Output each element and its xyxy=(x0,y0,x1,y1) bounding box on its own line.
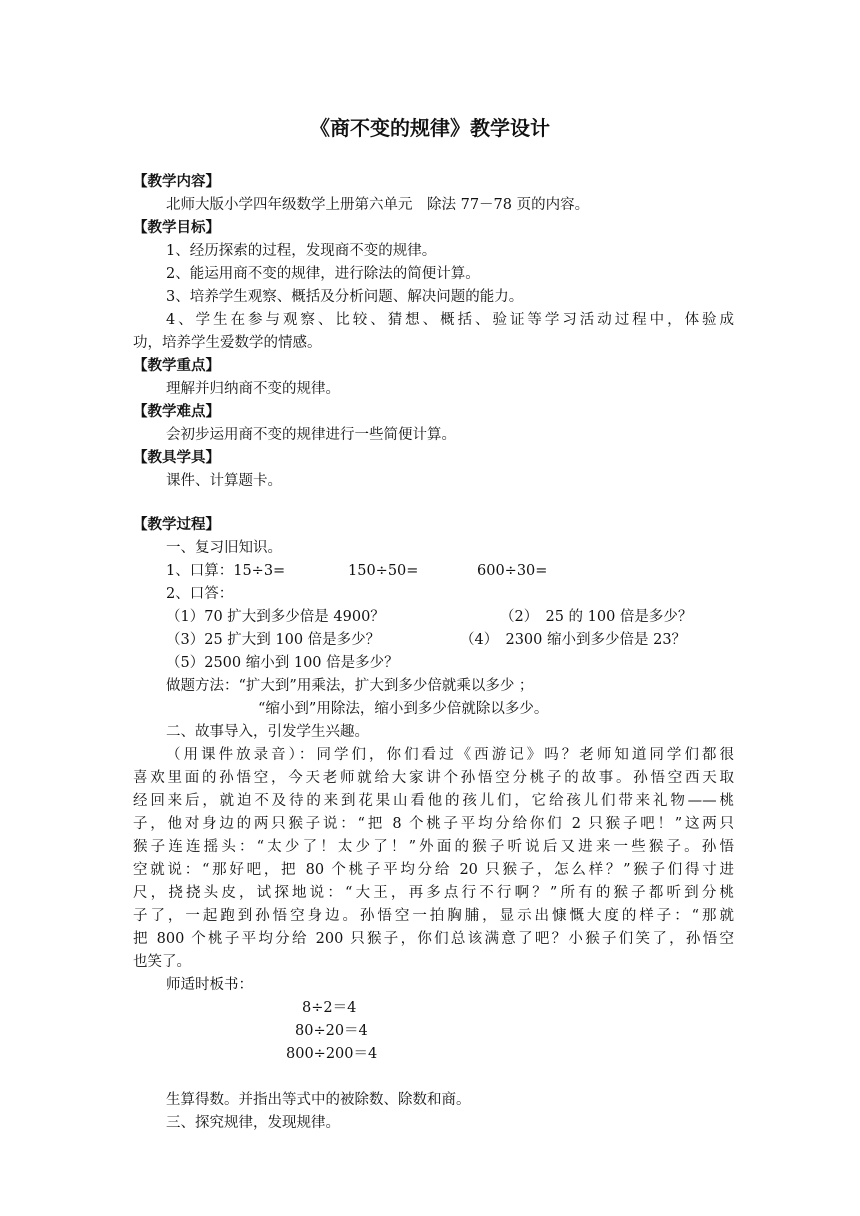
content-heading: 【教学内容】 xyxy=(133,174,220,190)
question-item: （4） 2300 缩小到多少倍是 23？ xyxy=(460,632,687,648)
story-line: 猴子连连摇头：“太少了！太少了！”外面的猴子听说后又进来一些猴子。孙悟 xyxy=(133,839,734,855)
question-item: （5）2500 缩小到 100 倍是多少？ xyxy=(166,655,399,671)
method-text: “缩小到”用除法，缩小到多少倍就除以多少。 xyxy=(258,701,549,717)
story-line: （用课件放录音）：同学们，你们看过《西游记》吗？老师知道同学们都很 xyxy=(166,747,734,763)
story-line: 空就说：“那好吧，把 80 个桃子平均分给 20 只猴子，怎么样？”猴子们得寸进 xyxy=(133,862,734,878)
question-item: （2） 25 的 100 倍是多少？ xyxy=(500,609,693,625)
oral-answer-label: 2、口答： xyxy=(166,586,234,602)
story-line: 子了，一起跑到孙悟空身边。孙悟空一拍胸脯，显示出慷慨大度的样子：“那就 xyxy=(133,908,734,924)
goal-item: 4、学生在参与观察、比较、猜想、概括、验证等学习活动过程中，体验成 xyxy=(166,312,734,328)
story-line: 尺，挠挠头皮，试探地说：“大王，再多点行不行啊？”所有的猴子都听到分桃 xyxy=(133,885,734,901)
board-equation: 800÷200＝4 xyxy=(286,1046,378,1062)
goal-item: 3、培养学生观察、概括及分析问题、解决问题的能力。 xyxy=(166,289,524,305)
key-point-heading: 【教学重点】 xyxy=(133,358,220,374)
tools-text: 课件、计算题卡。 xyxy=(166,473,282,489)
story-line: 也笑了。 xyxy=(133,954,191,970)
question-item: （1）70 扩大到多少倍是 4900？ xyxy=(166,609,385,625)
story-heading: 二、故事导入，引发学生兴趣。 xyxy=(166,724,369,740)
story-line: 经回来后，就迫不及待的来到花果山看他的孩儿们，它给孩儿们带来礼物——桃 xyxy=(133,793,734,809)
difficulty-heading: 【教学难点】 xyxy=(133,404,220,420)
story-line: 子，他对身边的两只猴子说：“把 8 个桃子平均分给你们 2 只猴子吧！”这两只 xyxy=(133,816,734,832)
board-equation: 80÷20＝4 xyxy=(295,1023,368,1039)
oral-calc-label: 1、口算：15÷3= xyxy=(166,563,286,579)
explore-heading: 三、探究规律，发现规律。 xyxy=(166,1115,340,1131)
board-label: 师适时板书： xyxy=(166,977,253,993)
goals-heading: 【教学目标】 xyxy=(133,220,220,236)
page-title: 《商不变的规律》教学设计 xyxy=(310,116,550,140)
goal-item-continued: 功，培养学生爱数学的情感。 xyxy=(133,335,322,351)
key-point-text: 理解并归纳商不变的规律。 xyxy=(166,381,340,397)
board-equation: 8÷2＝4 xyxy=(302,1000,357,1016)
goal-item: 1、经历探索的过程，发现商不变的规律。 xyxy=(166,243,437,259)
method-text: 做题方法：“扩大到”用乘法，扩大到多少倍就乘以多少 ； xyxy=(166,678,534,694)
oral-calc-item: 600÷30= xyxy=(477,563,548,579)
tools-heading: 【教具学具】 xyxy=(133,450,220,466)
review-heading: 一、复习旧知识。 xyxy=(166,540,282,556)
student-task-text: 生算得数。并指出等式中的被除数、除数和商。 xyxy=(166,1092,471,1108)
question-item: （3）25 扩大到 100 倍是多少？ xyxy=(166,632,381,648)
oral-calc-item: 150÷50= xyxy=(348,563,419,579)
content-text: 北师大版小学四年级数学上册第六单元 除法 77－78 页的内容。 xyxy=(166,197,590,213)
process-heading: 【教学过程】 xyxy=(133,517,220,533)
story-line: 把 800 个桃子平均分给 200 只猴子，你们总该满意了吧？小猴子们笑了，孙悟空 xyxy=(133,931,734,947)
goal-item: 2、能运用商不变的规律，进行除法的简便计算。 xyxy=(166,266,480,282)
difficulty-text: 会初步运用商不变的规律进行一些简便计算。 xyxy=(166,427,456,443)
story-line: 喜欢里面的孙悟空，今天老师就给大家讲个孙悟空分桃子的故事。孙悟空西天取 xyxy=(133,770,734,786)
